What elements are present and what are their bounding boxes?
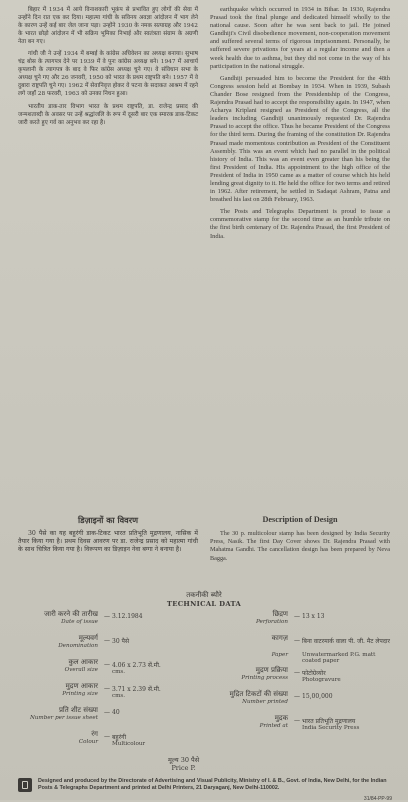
hindi-design-description — [18, 530, 198, 555]
footer-credits: Designed and produced by the Directorate of Advertising and Visual Publicity, Ministry of I. & B., Govt. of India, New Delhi, for the Indian Posts & Telegraphs Department and printed at Delhi Printers, 21 Daryaganj, New Delhi-110002. — [38, 778, 387, 791]
tech-label-hindi: प्रति शीट संख्या — [58, 706, 98, 714]
tech-label-hindi: रंग — [91, 730, 98, 738]
price-english: Price P. — [171, 764, 196, 772]
tech-label-hindi: जारी करने की तारीख — [44, 610, 98, 618]
english-design-text: The 30 p. multicolour stamp has been designed by India Security Press, Nasik. The first Day Cover shows Dr. Rajendra Prasad with Mahatma Gandhi. The cancellation design has been prepared by Neva Bagga. — [210, 530, 390, 562]
tech-label-english: Printing process — [241, 675, 288, 681]
technical-data-heading — [0, 591, 408, 608]
tech-value: फोटोग्रेव्योर — [302, 670, 326, 677]
hindi-paragraph: बिहार में 1934 में आये विनाशकारी भूकंप से प्रभावित हुए लोगों की सेवा में उन्होंने दिन रात एक कर दिया। महात्मा गांधी के सविनय अवज्ञा आंदोलन में भाग लेने के कारण उन्हें कई बार जेल जाना पड़ा। उन्होंने 1930 के नमक सत्याग्रह और 1942 के भारत छोड़ो आंदोलन में भी सक्रिय भूमिका निभाई और स्वतंत्रता संग्राम के अग्रणी नेता बन गए। — [18, 7, 198, 46]
tech-label-hindi: कुल आकार — [68, 658, 98, 666]
tech-row-date — [18, 610, 208, 634]
technical-data-right — [208, 610, 398, 738]
tech-label-hindi: मुद्रण आकार — [65, 682, 98, 690]
tech-row-overall-size — [18, 658, 208, 682]
tech-value-secondary: cms. — [112, 669, 126, 675]
footer — [18, 778, 392, 802]
tech-value: 13 x 13 — [302, 613, 325, 620]
tech-label-english: Number per issue sheet — [29, 715, 98, 721]
tech-value-secondary: Unwatermarked P.G. matt coated paper — [302, 652, 376, 664]
tech-separator: — — [294, 717, 300, 724]
tech-label-hindi: मुद्रण प्रक्रिया — [255, 666, 288, 674]
tech-label-hindi: छिद्रण — [272, 610, 288, 618]
tech-value: 15,00,000 — [302, 693, 333, 700]
tech-row-printing-size — [18, 682, 208, 706]
technical-heading-english: TECHNICAL DATA — [166, 600, 242, 608]
publication-code: 31/84-PP-99 — [363, 796, 392, 802]
english-paragraph: Gandhiji persuaded him to become the President for the 48th Congress session held at Bombay in 1934. When in 1939, Subash Chander Bose resigned from the Presidentship of the Congress, Rajendra Prasad had to accept the responsibility again. In 1947, when Acharya Kriplani resigned as President of the Congress, all the leaders including Gandhiji unanimously requested Dr. Rajendra Prasad to accept the office. Thus he became President of the Congress for the third term. During the framing of the constitution Dr. Rajendra Prasad made momentous contribution as President of the Constituent Assembly. This was an event which had no parallel in the political history of India. This was an event even greater than his being the first President of India. His appointment to the high office of the President of India in 1950 came as a matter of course which his held lending great dignity to it. He held the office for two terms and retired in 1962. After retirement, he settled in Sadaqat Ashram, Patna and breathed his last on 28th February, 1963. — [210, 74, 390, 204]
tech-row-perforation — [208, 610, 398, 634]
tech-label-english: Printed at — [259, 723, 288, 729]
tech-label-hindi: मुद्रक — [274, 714, 288, 722]
tech-label-english: Perforation — [256, 619, 288, 625]
technical-heading-hindi: तकनीकी ब्यौरे — [186, 591, 222, 599]
tech-label-english: Overall size — [64, 667, 98, 673]
tech-label-english: Date of issue — [61, 619, 98, 625]
tech-label-hindi: मुद्रित टिकटों की संख्या — [229, 690, 288, 698]
tech-row-number-per-sheet — [18, 706, 208, 730]
tech-label-english: Colour — [78, 739, 98, 745]
english-paragraph: The Posts and Telegraphs Department is proud to issue a commemorative stamp for the second time as an humble tribute on the first birth centenary of Dr. Rajendra Prasad, the first President of India. — [210, 208, 390, 240]
tech-separator: — — [294, 693, 300, 700]
tech-separator: — — [104, 613, 110, 620]
tech-value: बहुरंगी — [112, 734, 126, 741]
tech-value-secondary: Photogravure — [302, 677, 341, 683]
tech-label-english: Number printed — [242, 699, 288, 705]
english-text-column — [210, 6, 390, 245]
tech-value-secondary: Multicolour — [112, 741, 146, 747]
tech-row-number-printed — [208, 690, 398, 714]
tech-separator: — — [294, 637, 300, 644]
tech-row-colour — [18, 730, 208, 754]
tech-separator: — — [104, 661, 110, 668]
english-design-heading: Description of Design — [262, 515, 338, 524]
tech-value: 3.12.1984 — [112, 613, 143, 620]
hindi-paragraph: गांधी जी ने उन्हें 1934 में बम्बई के कांग्रेस अधिवेशन का अध्यक्ष बनाया। सुभाष चंद्र बोस के त्यागपत्र देने पर 1939 में वे पुनः कांग्रेस अध्यक्ष बने। 1947 में आचार्य कृपलानी के त्यागपत्र के बाद वे फिर कांग्रेस अध्यक्ष चुने गए। वे संविधान सभा के अध्यक्ष चुने गए और 26 जनवरी, 1950 को भारत के प्रथम राष्ट्रपति बने। 1957 में वे दुबारा राष्ट्रपति चुने गए। 1962 में सेवानिवृत्त होकर वे पटना के सदाकत आश्रम में रहने लगे जहाँ 28 फरवरी, 1963 को उनका निधन हुआ। — [18, 51, 198, 98]
tech-value: 40 — [112, 709, 120, 716]
english-design-description — [210, 530, 390, 563]
tech-row-printed-at — [208, 714, 398, 738]
tech-value: 30 पैसे — [112, 638, 130, 645]
technical-data-left — [18, 610, 208, 754]
davp-logo-icon — [18, 778, 32, 792]
tech-value: भारत प्रतिभूति मुद्रणालय — [302, 718, 356, 725]
tech-separator: — — [294, 669, 300, 676]
tech-label-english: Denomination — [58, 643, 98, 649]
english-paragraph: earthquake which occurred in 1934 in Bihar. In 1930, Rajendra Prasad took the final plunge and dedicated himself wholly to the national cause. Soon after he was sent back to jail. He joined Gandhiji's Civil disobedience movement, non-cooperation movement and suffered several terms of rigorous imprisonment. Personally, he suffered severe privations for years at a regular income and then a week health due to asthma, but they did not come in the way of his participation in the national struggle. — [210, 6, 390, 70]
tech-separator: — — [294, 613, 300, 620]
tech-separator: — — [104, 685, 110, 692]
tech-row-printing-process — [208, 666, 398, 690]
hindi-design-text: 30 पैसे का यह बहुरंगी डाक-टिकट भारत प्रतिभूति मुद्रणालय, नासिक में तैयार किया गया है। प्रथम दिवस आवरण पर डा. राजेन्द्र प्रसाद को महात्मा गांधी के साथ चित्रित किया गया है। विरूपण का डिज़ाइन नेवा बग्गा ने बनाया है। — [18, 530, 198, 554]
tech-label-hindi: कागज़ — [271, 634, 288, 642]
tech-label-english: Paper — [271, 652, 288, 658]
price-block — [168, 755, 199, 772]
hindi-paragraph: भारतीय डाक-तार विभाग भारत के प्रथम राष्ट्रपति, डा. राजेन्द्र प्रसाद की जन्मशताब्दी के अवसर पर उन्हें श्रद्धांजलि के रूप में दूसरी बार एक स्मारक डाक-टिकट जारी करते हुए गर्व का अनुभव कर रहा है। — [18, 103, 198, 126]
tech-separator: — — [104, 709, 110, 716]
tech-row-paper — [208, 634, 398, 666]
tech-row-denomination — [18, 634, 208, 658]
tech-value: बिना वाटरमार्क वाला पी. जी. मैट लेपदार — [302, 638, 391, 645]
tech-value-secondary: India Security Press — [302, 725, 360, 731]
hindi-design-heading: डिज़ाइनों का विवरण — [78, 515, 138, 525]
tech-separator: — — [104, 637, 110, 644]
tech-label-english: Printing size — [62, 691, 98, 697]
tech-separator: — — [104, 733, 110, 740]
tech-value: 4.06 x 2.73 सें.मी. — [112, 662, 161, 669]
tech-value-secondary: cms. — [112, 693, 126, 699]
tech-label-hindi: मूल्यवर्ग — [78, 634, 98, 642]
hindi-text-column — [18, 6, 198, 131]
tech-value: 3.71 x 2.39 सें.मी. — [112, 686, 161, 693]
price-hindi: मूल्य 30 पैसे — [168, 756, 200, 764]
